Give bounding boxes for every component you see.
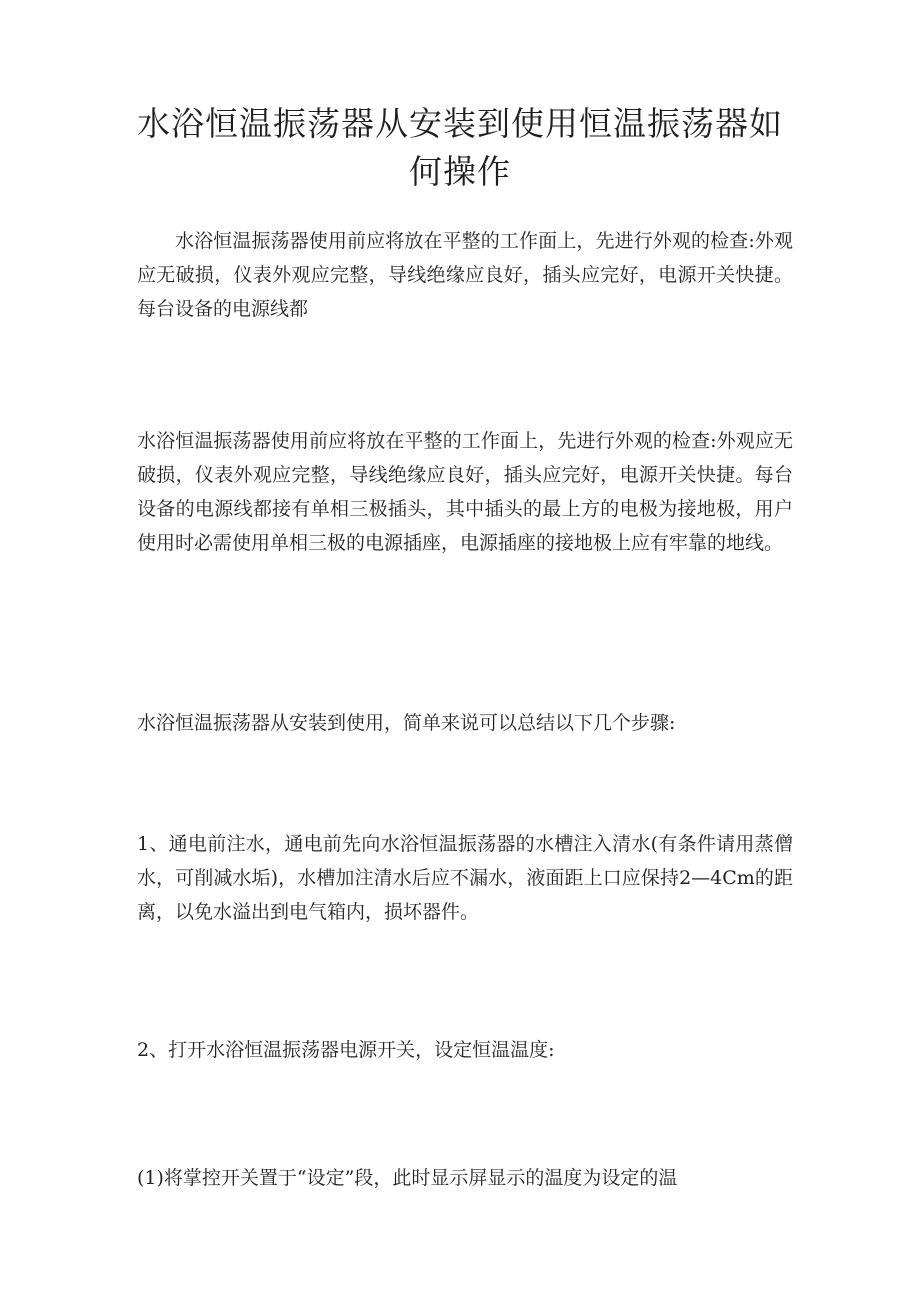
intro-paragraph: 水浴恒温振荡器使用前应将放在平整的工作面上，先进行外观的检查:外观应无破损，仪表外观应完整，导线绝缘应良好，插头应完好，电源开关快捷。每台设备的电源线都: [137, 230, 793, 320]
step-1-paragraph: 1、通电前注水，通电前先向水浴恒温振荡器的水槽注入清水(有条件请用蒸僧水，可削减水垢)，水槽加注清水后应不漏水，液面距上口应保持2—4Cm的距离，以免水溢出到电气箱内，损坏器件。: [137, 833, 793, 923]
step-2-paragraph: 2、打开水浴恒温振荡器电源开关，设定恒温温度:: [137, 1039, 555, 1061]
steps-intro-paragraph: 水浴恒温振荡器从安装到使用，简单来说可以总结以下几个步骤:: [137, 712, 676, 734]
document-title: 水浴恒温振荡器从安装到使用恒温振荡器如何操作: [137, 104, 783, 191]
inspection-paragraph: 水浴恒温振荡器使用前应将放在平整的工作面上，先进行外观的检查:外观应无破损，仪表外观应完整，导线绝缘应良好，插头应完好，电源开关快捷。每台设备的电源线都接有单相三极插头，其中插头的最上方的电极为接地极，用户使用时必需使用单相三极的电源插座，电源插座的接地极上应有牢靠的地线。: [137, 430, 793, 554]
step-2-1-paragraph: (1)将掌控开关置于“设定”段，此时显示屏显示的温度为设定的温: [137, 1167, 678, 1189]
